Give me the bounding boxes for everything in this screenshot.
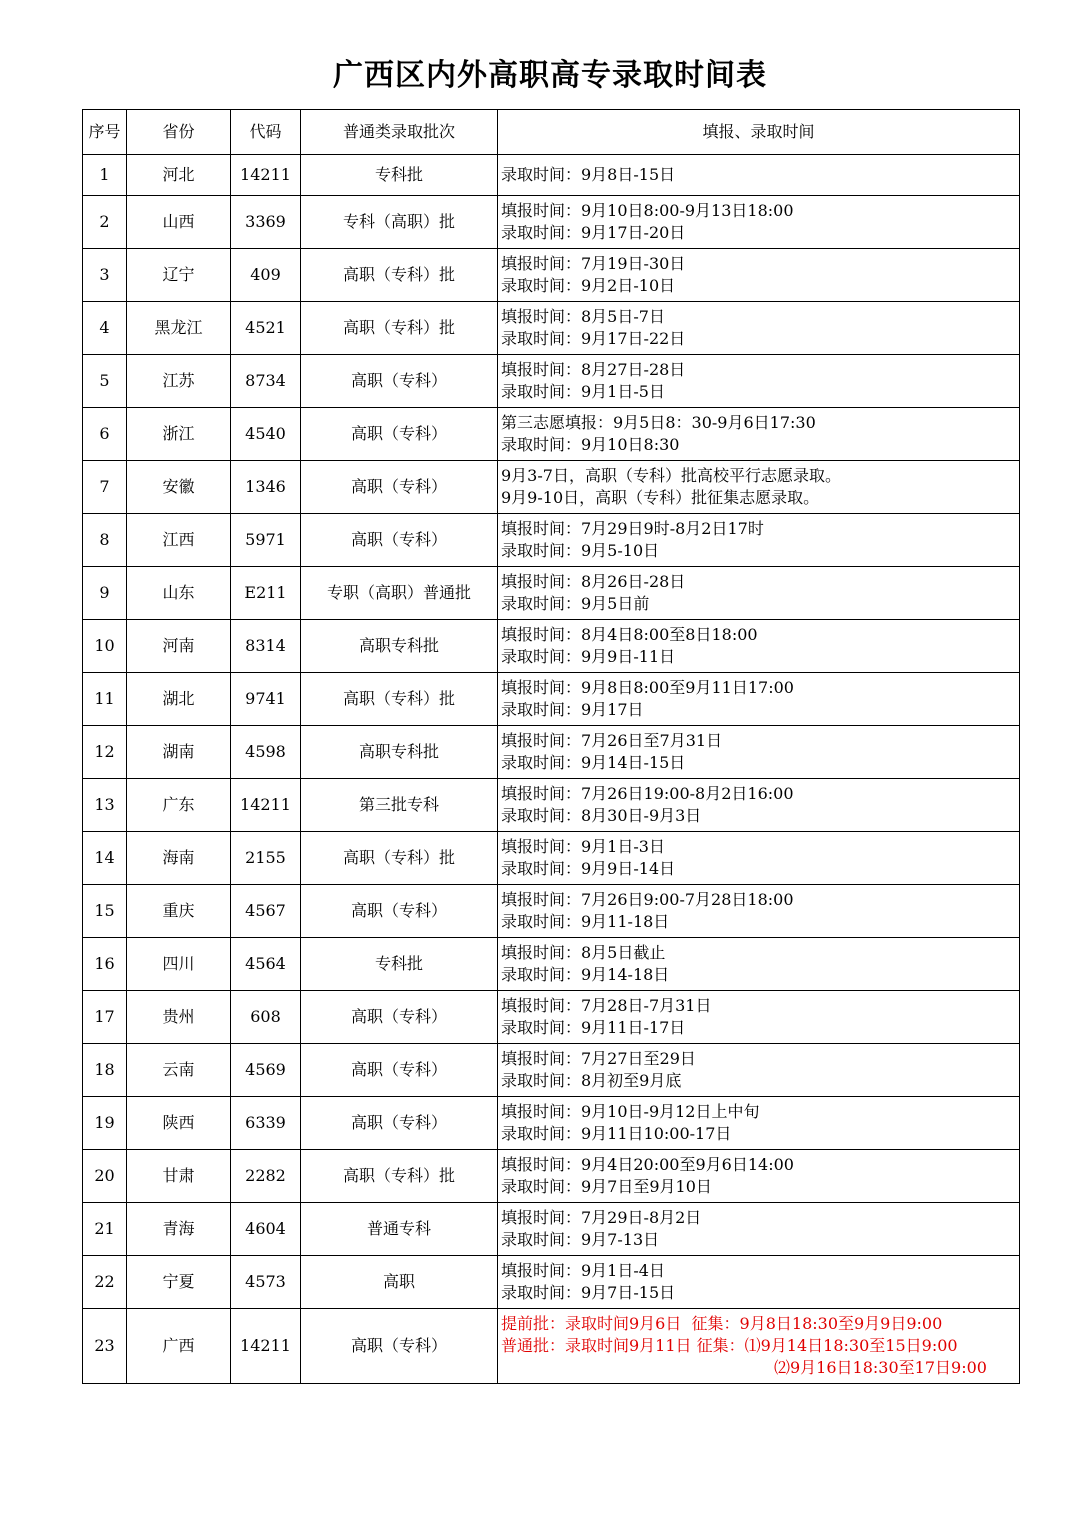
time-line: 录取时间：9月11日10:00-17日 <box>501 1124 732 1143</box>
table-row <box>83 1044 1020 1097</box>
row-no-cell: 7 <box>83 461 127 514</box>
row-code-cell: 8314 <box>231 620 301 673</box>
row-code-cell: 4598 <box>231 726 301 779</box>
row-time-cell <box>498 249 1020 302</box>
row-province-cell: 重庆 <box>127 885 231 938</box>
row-no-cell: 12 <box>83 726 127 779</box>
time-line: 录取时间：9月7-13日 <box>501 1230 660 1249</box>
row-no-cell: 13 <box>83 779 127 832</box>
time-line: 录取时间：9月7日至9月10日 <box>501 1177 712 1196</box>
row-time-cell <box>498 567 1020 620</box>
row-batch-cell: 高职（专科） <box>301 885 498 938</box>
row-time-cell <box>498 885 1020 938</box>
row-province-cell: 陕西 <box>127 1097 231 1150</box>
row-batch-cell: 第三批专科 <box>301 779 498 832</box>
row-time-cell <box>498 832 1020 885</box>
row-time-cell <box>498 355 1020 408</box>
row-province-cell: 湖北 <box>127 673 231 726</box>
time-line: 录取时间：9月8日-15日 <box>501 165 676 184</box>
row-time-cell <box>498 620 1020 673</box>
table-row <box>83 832 1020 885</box>
row-code-cell: 3369 <box>231 196 301 249</box>
table-row <box>83 1150 1020 1203</box>
time-line: 录取时间：9月5-10日 <box>501 541 660 560</box>
table-row <box>83 514 1020 567</box>
row-code-cell: 608 <box>231 991 301 1044</box>
row-code-cell: 2155 <box>231 832 301 885</box>
row-no-cell: 6 <box>83 408 127 461</box>
table-row <box>83 461 1020 514</box>
time-line: 填报时间：7月26日至7月31日 <box>501 731 723 750</box>
time-line: 录取时间：9月17日 <box>501 700 644 719</box>
row-batch-cell: 高职（专科） <box>301 355 498 408</box>
time-line: 填报时间：8月27日-28日 <box>501 360 686 379</box>
row-code-cell: 4604 <box>231 1203 301 1256</box>
row-province-cell: 广西 <box>127 1309 231 1384</box>
row-province-cell: 甘肃 <box>127 1150 231 1203</box>
row-batch-cell: 高职（专科） <box>301 1309 498 1384</box>
time-line: 录取时间：9月11-18日 <box>501 912 670 931</box>
table-row <box>83 726 1020 779</box>
table-row <box>83 938 1020 991</box>
row-no-cell: 15 <box>83 885 127 938</box>
time-line: 填报时间：7月19日-30日 <box>501 254 686 273</box>
row-time-cell <box>498 1044 1020 1097</box>
time-line: 提前批：录取时间9月6日 征集：9月8日18:30至9月9日9:00 <box>501 1314 943 1333</box>
time-line: 9月9-10日，高职（专科）批征集志愿录取。 <box>501 488 820 507</box>
admission-schedule-table <box>82 109 1020 1384</box>
row-time-cell <box>498 938 1020 991</box>
header-no: 序号 <box>83 110 127 155</box>
time-line: 填报时间：7月29日9时-8月2日17时 <box>501 519 764 538</box>
row-batch-cell: 高职（专科） <box>301 461 498 514</box>
page-title: 广西区内外高职高专录取时间表 <box>333 58 767 93</box>
table-row <box>83 1203 1020 1256</box>
row-no-cell: 9 <box>83 567 127 620</box>
row-no-cell: 3 <box>83 249 127 302</box>
row-batch-cell: 专科批 <box>301 155 498 196</box>
row-batch-cell: 高职（专科） <box>301 991 498 1044</box>
time-line: 填报时间：8月5日截止 <box>501 943 666 962</box>
time-line: 录取时间：9月11日-17日 <box>501 1018 686 1037</box>
row-time-cell <box>498 1150 1020 1203</box>
row-no-cell: 8 <box>83 514 127 567</box>
row-code-cell: 14211 <box>231 779 301 832</box>
time-line: 录取时间：9月2日-10日 <box>501 276 676 295</box>
table-row <box>83 302 1020 355</box>
time-line: 填报时间：9月10日-9月12日上中旬 <box>501 1102 760 1121</box>
row-province-cell: 四川 <box>127 938 231 991</box>
row-batch-cell: 专科（高职）批 <box>301 196 498 249</box>
time-line: 填报时间：7月26日9:00-7月28日18:00 <box>501 890 794 909</box>
row-province-cell: 海南 <box>127 832 231 885</box>
row-province-cell: 云南 <box>127 1044 231 1097</box>
row-time-cell <box>498 673 1020 726</box>
table-row <box>83 1309 1020 1384</box>
header-province: 省份 <box>127 110 231 155</box>
row-code-cell: 4564 <box>231 938 301 991</box>
table-row <box>83 196 1020 249</box>
row-province-cell: 辽宁 <box>127 249 231 302</box>
row-code-cell: 1346 <box>231 461 301 514</box>
time-line: 录取时间：9月5日前 <box>501 594 650 613</box>
row-code-cell: E211 <box>231 567 301 620</box>
time-line: 填报时间：9月10日8:00-9月13日18:00 <box>501 201 794 220</box>
row-batch-cell: 高职（专科）批 <box>301 1150 498 1203</box>
row-no-cell: 11 <box>83 673 127 726</box>
table-row <box>83 673 1020 726</box>
time-line: 录取时间：9月9日-14日 <box>501 859 676 878</box>
time-line: 第三志愿填报：9月5日8：30-9月6日17:30 <box>501 413 816 432</box>
row-code-cell: 6339 <box>231 1097 301 1150</box>
row-province-cell: 山东 <box>127 567 231 620</box>
row-no-cell: 4 <box>83 302 127 355</box>
row-province-cell: 山西 <box>127 196 231 249</box>
time-line: 录取时间：9月17日-22日 <box>501 329 686 348</box>
row-no-cell: 10 <box>83 620 127 673</box>
row-code-cell: 409 <box>231 249 301 302</box>
row-no-cell: 14 <box>83 832 127 885</box>
time-line: 填报时间：8月5日-7日 <box>501 307 665 326</box>
time-line: 填报时间：8月4日8:00至8日18:00 <box>501 625 758 644</box>
row-no-cell: 1 <box>83 155 127 196</box>
row-time-cell <box>498 461 1020 514</box>
row-batch-cell: 高职（专科）批 <box>301 673 498 726</box>
time-line: 录取时间：9月14-18日 <box>501 965 670 984</box>
row-no-cell: 19 <box>83 1097 127 1150</box>
row-batch-cell: 高职（专科）批 <box>301 302 498 355</box>
header-time: 填报、录取时间 <box>498 110 1020 155</box>
time-line: 填报时间：9月8日8:00至9月11日17:00 <box>501 678 794 697</box>
row-batch-cell: 高职（专科） <box>301 1044 498 1097</box>
time-line: 录取时间：8月初至9月底 <box>501 1071 682 1090</box>
row-time-cell <box>498 155 1020 196</box>
time-line: 填报时间：9月1日-4日 <box>501 1261 665 1280</box>
time-line: 录取时间：9月10日8:30 <box>501 435 680 454</box>
time-line: ⑵9月16日18:30至17日9:00 <box>774 1358 987 1377</box>
row-batch-cell: 专科批 <box>301 938 498 991</box>
row-province-cell: 宁夏 <box>127 1256 231 1309</box>
table-row <box>83 408 1020 461</box>
row-time-cell <box>498 1309 1020 1384</box>
row-no-cell: 22 <box>83 1256 127 1309</box>
row-no-cell: 20 <box>83 1150 127 1203</box>
row-time-cell <box>498 1203 1020 1256</box>
row-province-cell: 湖南 <box>127 726 231 779</box>
time-line: 填报时间：7月27日至29日 <box>501 1049 696 1068</box>
time-line: 录取时间：9月1日-5日 <box>501 382 665 401</box>
row-province-cell: 安徽 <box>127 461 231 514</box>
row-code-cell: 14211 <box>231 155 301 196</box>
row-batch-cell: 高职专科批 <box>301 620 498 673</box>
row-batch-cell: 普通专科 <box>301 1203 498 1256</box>
row-no-cell: 16 <box>83 938 127 991</box>
row-no-cell: 2 <box>83 196 127 249</box>
table-row <box>83 1256 1020 1309</box>
time-line: 录取时间：9月14日-15日 <box>501 753 686 772</box>
row-code-cell: 2282 <box>231 1150 301 1203</box>
time-line: 填报时间：7月29日-8月2日 <box>501 1208 702 1227</box>
time-line: 录取时间：9月9日-11日 <box>501 647 676 666</box>
row-code-cell: 14211 <box>231 1309 301 1384</box>
row-batch-cell: 高职（专科） <box>301 514 498 567</box>
time-line: 录取时间：8月30日-9月3日 <box>501 806 702 825</box>
row-code-cell: 4521 <box>231 302 301 355</box>
table-row <box>83 355 1020 408</box>
row-time-cell <box>498 1097 1020 1150</box>
time-line: 填报时间：9月1日-3日 <box>501 837 665 856</box>
row-time-cell <box>498 514 1020 567</box>
row-code-cell: 4540 <box>231 408 301 461</box>
table-header-row <box>83 110 1020 155</box>
time-line: 9月3-7日，高职（专科）批高校平行志愿录取。 <box>501 466 841 485</box>
table-row <box>83 779 1020 832</box>
header-code: 代码 <box>231 110 301 155</box>
row-no-cell: 17 <box>83 991 127 1044</box>
row-code-cell: 9741 <box>231 673 301 726</box>
row-province-cell: 河北 <box>127 155 231 196</box>
row-code-cell: 8734 <box>231 355 301 408</box>
header-batch: 普通类录取批次 <box>301 110 498 155</box>
row-batch-cell: 高职（专科） <box>301 408 498 461</box>
row-time-cell <box>498 726 1020 779</box>
table-row <box>83 991 1020 1044</box>
row-time-cell <box>498 991 1020 1044</box>
time-line: 填报时间：8月26日-28日 <box>501 572 686 591</box>
row-batch-cell: 高职（专科）批 <box>301 832 498 885</box>
row-time-cell <box>498 196 1020 249</box>
row-batch-cell: 专职（高职）普通批 <box>301 567 498 620</box>
table-row <box>83 1097 1020 1150</box>
table-row <box>83 567 1020 620</box>
table-row <box>83 620 1020 673</box>
row-code-cell: 4569 <box>231 1044 301 1097</box>
row-province-cell: 江西 <box>127 514 231 567</box>
time-line: 录取时间：9月17日-20日 <box>501 223 686 242</box>
row-time-cell <box>498 1256 1020 1309</box>
row-batch-cell: 高职专科批 <box>301 726 498 779</box>
row-time-cell <box>498 408 1020 461</box>
row-code-cell: 5971 <box>231 514 301 567</box>
time-line: 填报时间：9月4日20:00至9月6日14:00 <box>501 1155 794 1174</box>
row-province-cell: 浙江 <box>127 408 231 461</box>
time-line: 填报时间：7月26日19:00-8月2日16:00 <box>501 784 794 803</box>
row-batch-cell: 高职（专科）批 <box>301 249 498 302</box>
row-province-cell: 贵州 <box>127 991 231 1044</box>
time-line: 普通批：录取时间9月11日 征集：⑴9月14日18:30至15日9:00 <box>501 1336 958 1355</box>
row-batch-cell: 高职（专科） <box>301 1097 498 1150</box>
table-row <box>83 155 1020 196</box>
time-line: 填报时间：7月28日-7月31日 <box>501 996 712 1015</box>
row-province-cell: 河南 <box>127 620 231 673</box>
row-province-cell: 江苏 <box>127 355 231 408</box>
time-line: 录取时间：9月7日-15日 <box>501 1283 676 1302</box>
row-no-cell: 18 <box>83 1044 127 1097</box>
row-province-cell: 广东 <box>127 779 231 832</box>
row-batch-cell: 高职 <box>301 1256 498 1309</box>
row-code-cell: 4567 <box>231 885 301 938</box>
row-time-cell <box>498 302 1020 355</box>
table-row <box>83 249 1020 302</box>
row-province-cell: 青海 <box>127 1203 231 1256</box>
row-code-cell: 4573 <box>231 1256 301 1309</box>
row-no-cell: 23 <box>83 1309 127 1384</box>
row-province-cell: 黑龙江 <box>127 302 231 355</box>
row-no-cell: 5 <box>83 355 127 408</box>
row-time-cell <box>498 779 1020 832</box>
table-row <box>83 885 1020 938</box>
row-no-cell: 21 <box>83 1203 127 1256</box>
